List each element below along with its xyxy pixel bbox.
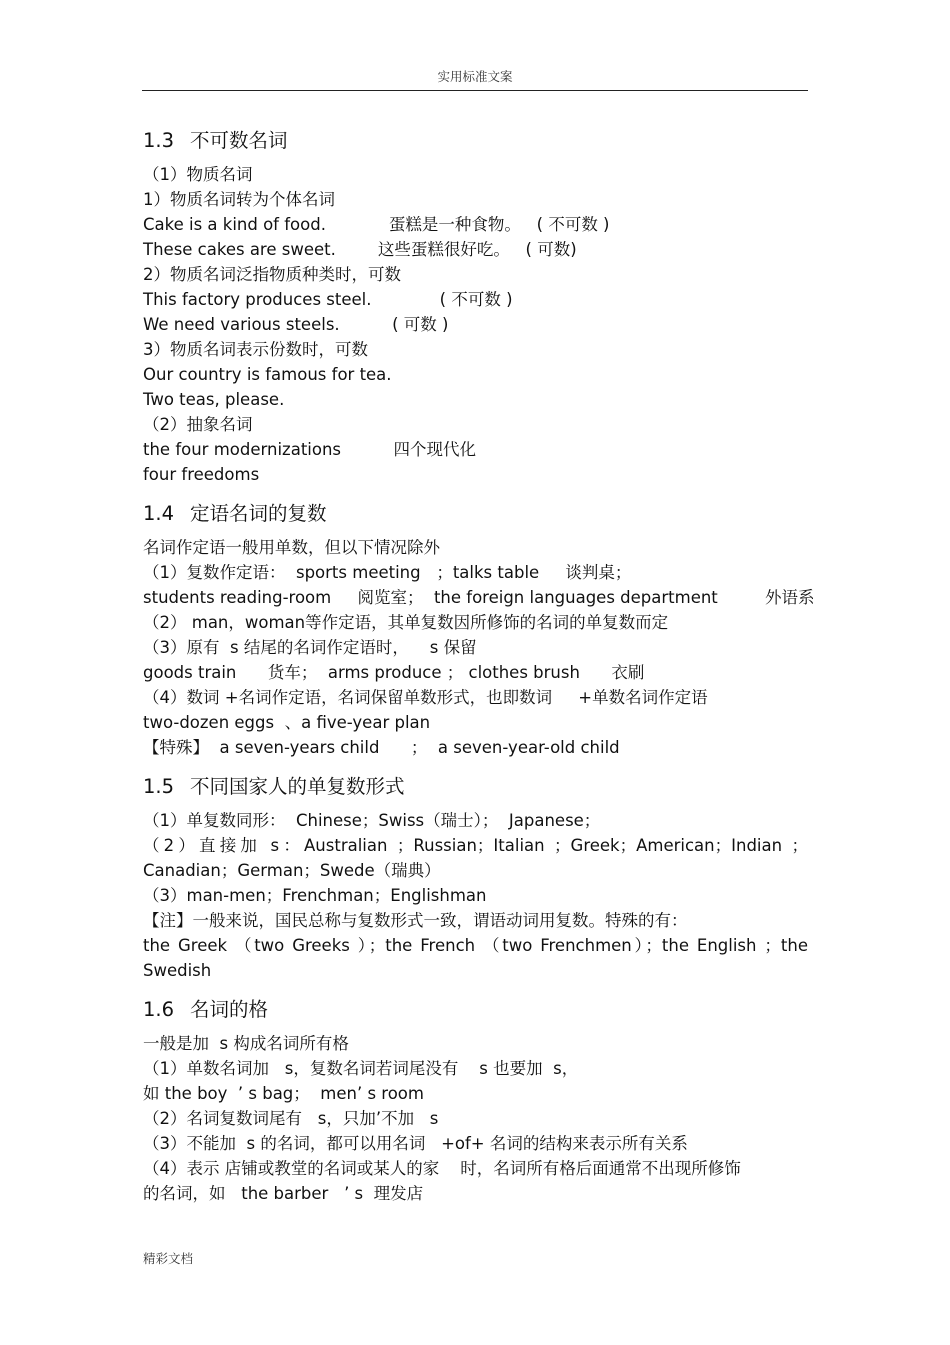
text-line: Canadian；German；Swede（瑞典） xyxy=(143,861,441,880)
section-number: 1.3 xyxy=(143,129,175,152)
text-line: goods train 货车； arms produce ； clothes brush 衣刷 xyxy=(143,663,645,682)
text-line: （3）原有 s 结尾的名词作定语时， s 保留 xyxy=(143,638,477,657)
text-line: （1）物质名词 xyxy=(143,165,253,184)
text-line: Two teas, please. xyxy=(143,390,285,409)
text-line: This factory produces steel. ( 不可数 ) xyxy=(143,290,513,309)
text-line: two-dozen eggs 、a five-year plan xyxy=(143,713,431,732)
section-heading xyxy=(143,995,808,1025)
text-line: 【特殊】 a seven-years child ； a seven-year-old child xyxy=(143,738,620,757)
text-line: the Greek （two Greeks ）；the French （two Frenchmen）；the English ；the xyxy=(143,936,808,955)
text-line: We need various steels. ( 可数 ) xyxy=(143,315,449,334)
section-heading xyxy=(143,126,808,156)
text-line: （1）单数名词加 s，复数名词若词尾没有 s 也要加 s， xyxy=(143,1059,579,1078)
text-line: （2） man，woman等作定语，其单复数因所修饰的名词的单复数而定 xyxy=(143,613,669,632)
document-body xyxy=(143,126,815,1206)
text-line: （2）直接加 s：Australian ；Russian；Italian ；Greek；American；Indian ； xyxy=(143,836,808,855)
section-number: 1.5 xyxy=(143,775,175,798)
text-line: （2）名词复数词尾有 s，只加’不加 s xyxy=(143,1109,439,1128)
text-line: 一般是加 s 构成名词所有格 xyxy=(143,1034,349,1053)
page-header: 实用标准文案 xyxy=(437,69,513,84)
text-line: four freedoms xyxy=(143,465,260,484)
text-line: （1）复数作定语： sports meeting ；talks table 谈判桌； xyxy=(143,563,632,582)
text-line: 如 the boy ’ s bag； men’ s room xyxy=(143,1084,424,1103)
text-line: Swedish xyxy=(143,961,212,980)
text-line: （1）单复数同形： Chinese；Swiss（瑞士）； Japanese； xyxy=(143,811,601,830)
text-line: 【注】一般来说，国民总称与复数形式一致，谓语动词用复数。特殊的有： xyxy=(143,911,688,930)
section-heading xyxy=(143,499,808,529)
section-title: 定语名词的复数 xyxy=(190,502,327,525)
text-line: （3）不能加 s 的名词，都可以用名词 +of+ 名词的结构来表示所有关系 xyxy=(143,1134,688,1153)
text-line: 2）物质名词泛指物质种类时，可数 xyxy=(143,265,401,284)
text-line: 的名词，如 the barber ’ s 理发店 xyxy=(143,1184,424,1203)
text-line: 1）物质名词转为个体名词 xyxy=(143,190,335,209)
text-line: Our country is famous for tea. xyxy=(143,365,392,384)
text-line: students reading-room 阅览室； the foreign languages department 外语系 xyxy=(143,588,815,607)
text-line: These cakes are sweet. 这些蛋糕很好吃。 ( 可数) xyxy=(143,240,577,259)
section-title: 不可数名词 xyxy=(190,129,288,152)
page-footer: 精彩文档 xyxy=(143,1251,194,1266)
section-title: 名词的格 xyxy=(190,998,269,1021)
section-number: 1.6 xyxy=(143,998,175,1021)
section-title: 不同国家人的单复数形式 xyxy=(190,775,405,798)
text-line: 名词作定语一般用单数，但以下情况除外 xyxy=(143,538,440,557)
text-line: （2）抽象名词 xyxy=(143,415,253,434)
text-line: （4）表示 店铺或教堂的名词或某人的家 时，名词所有格后面通常不出现所修饰 xyxy=(143,1159,741,1178)
text-line: the four modernizations 四个现代化 xyxy=(143,440,476,459)
text-line: （4）数词 +名词作定语，名词保留单数形式，也即数词 +单数名词作定语 xyxy=(143,688,708,707)
text-line: 3）物质名词表示份数时，可数 xyxy=(143,340,368,359)
section-heading xyxy=(143,772,808,802)
section-number: 1.4 xyxy=(143,502,175,525)
text-line: （3）man-men；Frenchman；Englishman xyxy=(143,886,487,905)
text-line: Cake is a kind of food. 蛋糕是一种食物。 ( 不可数 ) xyxy=(143,215,610,234)
header-rule xyxy=(142,90,808,91)
